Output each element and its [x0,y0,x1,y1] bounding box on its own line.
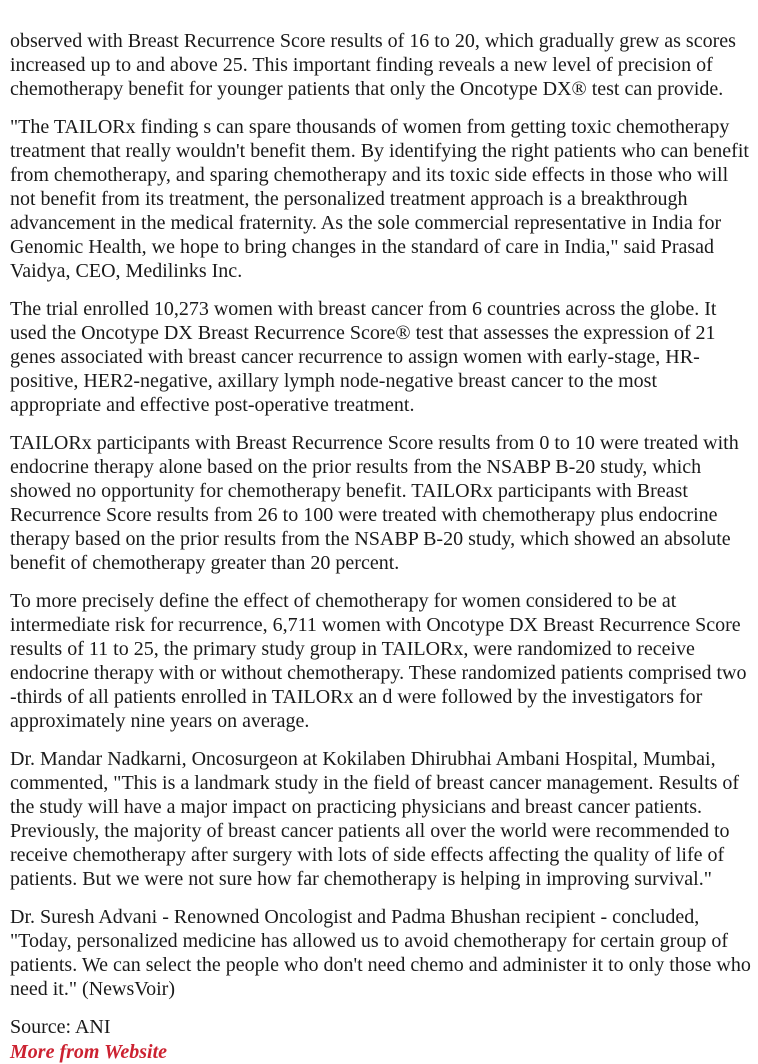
article-paragraph-2: "The TAILORx finding s can spare thousands of women from getting toxic chemotherapy treatment that really wouldn't benefit them. By identifying the right patients who can benefit from chemotherapy, and sparing chemotherapy and its toxic side effects in those who will not benefit from its treatment, the personalized treatment approach is a breakthrough advancement in the medical fraternity. As the sole commercial representative in India for Genomic Health, we hope to bring changes in the standard of care in India," said Prasad Vaidya, CEO, Medilinks Inc. [10,116,749,282]
article-paragraph-7: Dr. Suresh Advani - Renowned Oncologist and Padma Bhushan recipient - concluded, "Today, personalized medicine has allowed us to avoid chemotherapy for certain group of patients. We can select the people who don't need chemo and administer it to only those who need it." (NewsVoir) [10,906,751,1000]
more-from-website-link[interactable]: More from Website [10,1041,168,1063]
article-paragraph-3: The trial enrolled 10,273 women with breast cancer from 6 countries across the globe. It used the Oncotype DX Breast Recurrence Score® test that assesses the expression of 21 genes associated with breast cancer recurrence to assign women with early-stage, HR-positive, HER2-negative, axillary lymph node-negative breast cancer to the most appropriate and effective post-operative treatment. [10,298,717,416]
article-paragraph-1: observed with Breast Recurrence Score results of 16 to 20, which gradually grew as scores increased up to and above 25. This important finding reveals a new level of precision of chemotherapy benefit for younger patients that only the Oncotype DX® test can provide. [10,30,736,100]
article-paragraph-5: To more precisely define the effect of chemotherapy for women considered to be at intermediate risk for recurrence, 6,711 women with Oncotype DX Breast Recurrence Score results of 11 to 25, the primary study group in TAILORx, were randomized to receive endocrine therapy with or without chemotherapy. These randomized patients comprised two -thirds of all patients enrolled in TAILORx an d were followed by the investigators for approximately nine years on average. [10,590,747,732]
source-line: Source: ANI [10,1016,111,1038]
article-paragraph-4: TAILORx participants with Breast Recurrence Score results from 0 to 10 were treated with endocrine therapy alone based on the prior results from the NSABP B-20 study, which showed no opportunity for chemotherapy benefit. TAILORx participants with Breast Recurrence Score results from 26 to 100 were treated with chemotherapy plus endocrine therapy based on the prior results from the NSABP B-20 study, which showed an absolute benefit of chemotherapy greater than 20 percent. [10,432,739,574]
article-footer [10,1015,752,1064]
article-paragraph-6: Dr. Mandar Nadkarni, Oncosurgeon at Kokilaben Dhirubhai Ambani Hospital, Mumbai, commented, "This is a landmark study in the field of breast cancer management. Results of the study will have a major impact on practicing physicians and breast cancer patients. Previously, the majority of breast cancer patients all over the world were recommended to receive chemotherapy after surgery with lots of side effects affecting the quality of life of patients. But we were not sure how far chemotherapy is helping in improving survival." [10,748,740,890]
